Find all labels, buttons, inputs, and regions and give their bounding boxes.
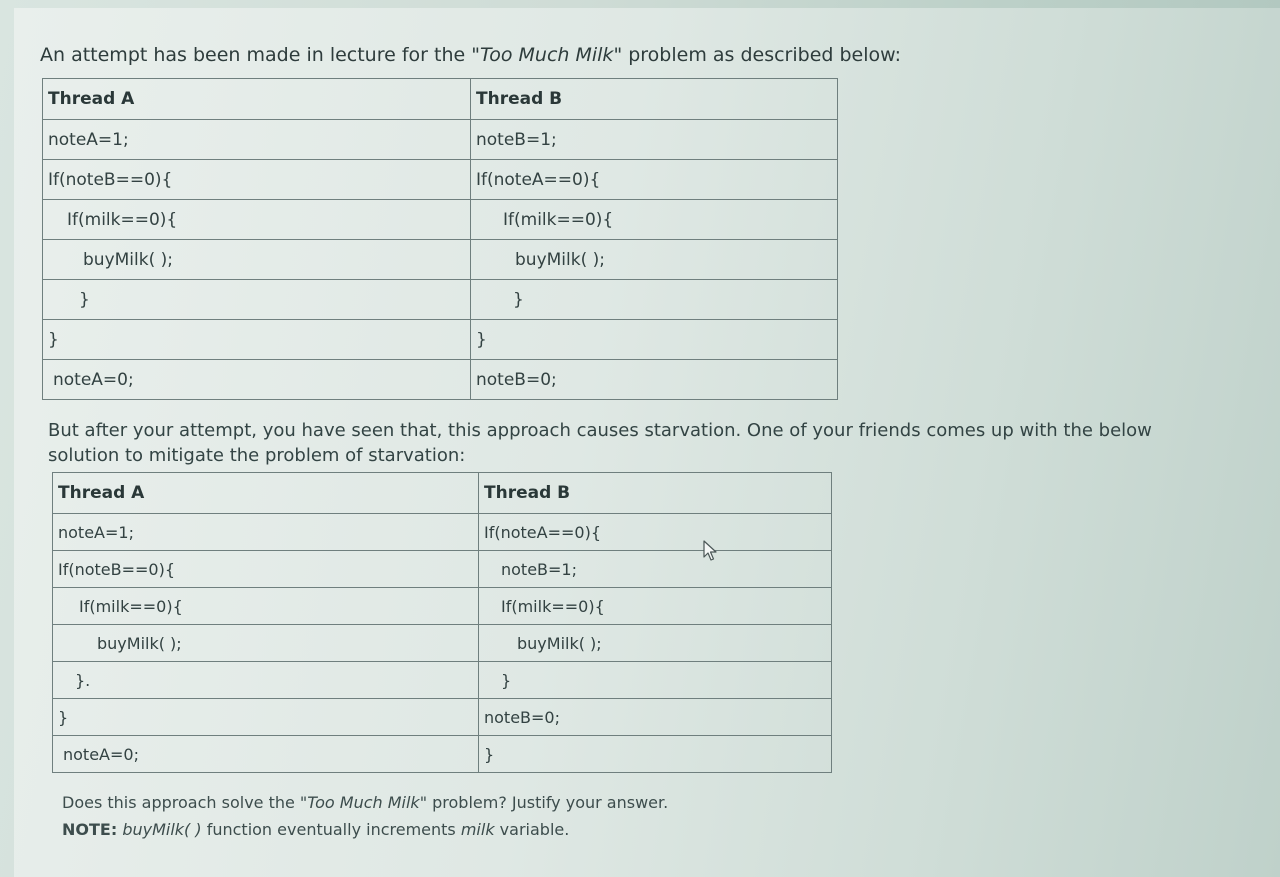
code-cell: If(milk==0){ <box>43 200 471 240</box>
thread-table-original <box>42 78 838 400</box>
thread-table-proposed <box>52 472 832 773</box>
code-cell: If(noteB==0){ <box>43 160 471 200</box>
table-row <box>43 120 838 160</box>
code-cell: noteB=1; <box>479 551 832 588</box>
code-cell: If(milk==0){ <box>53 588 479 625</box>
code-cell: } <box>43 320 471 360</box>
table-row <box>53 662 832 699</box>
code-cell: }. <box>53 662 479 699</box>
code-cell: If(noteB==0){ <box>53 551 479 588</box>
starvation-paragraph: But after your attempt, you have seen that, this approach causes starvation. One of your friends comes up with the below solution to mitigate the problem of starvation: <box>48 420 1152 466</box>
code-cell: If(milk==0){ <box>471 200 838 240</box>
note-line: NOTE: buyMilk( ) function eventually increments milk variable. <box>62 820 570 839</box>
code-cell: If(noteA==0){ <box>479 514 832 551</box>
thread-b-header: Thread B <box>479 473 832 514</box>
code-cell: noteA=1; <box>43 120 471 160</box>
thread-a-header: Thread A <box>53 473 479 514</box>
intro-text: An attempt has been made in lecture for the "Too Much Milk" problem as described below: <box>40 44 902 66</box>
code-cell: noteA=1; <box>53 514 479 551</box>
code-cell: } <box>43 280 471 320</box>
code-cell: } <box>471 320 838 360</box>
table-row <box>43 280 838 320</box>
code-cell: noteB=0; <box>471 360 838 400</box>
question-text <box>62 789 668 843</box>
code-cell: buyMilk( ); <box>479 625 832 662</box>
table-header-row <box>53 473 832 514</box>
code-cell: buyMilk( ); <box>471 240 838 280</box>
table-row <box>43 320 838 360</box>
code-cell: } <box>53 699 479 736</box>
table-row <box>43 160 838 200</box>
table-row <box>43 200 838 240</box>
thread-b-header: Thread B <box>471 79 838 120</box>
code-cell: buyMilk( ); <box>53 625 479 662</box>
code-cell: } <box>479 736 832 773</box>
question-line: Does this approach solve the "Too Much Milk" problem? Justify your answer. <box>62 793 669 812</box>
code-cell: noteB=0; <box>479 699 832 736</box>
code-cell: noteA=0; <box>53 736 479 773</box>
code-cell: } <box>479 662 832 699</box>
table-row <box>53 736 832 773</box>
table-row <box>53 625 832 662</box>
mouse-pointer-icon <box>702 540 718 562</box>
table-row <box>53 699 832 736</box>
table-header-row <box>43 79 838 120</box>
code-cell: buyMilk( ); <box>43 240 471 280</box>
code-cell: noteA=0; <box>43 360 471 400</box>
table-row <box>43 240 838 280</box>
code-cell: noteB=1; <box>471 120 838 160</box>
table-row <box>43 360 838 400</box>
code-cell: If(milk==0){ <box>479 588 832 625</box>
code-cell: If(noteA==0){ <box>471 160 838 200</box>
code-cell: } <box>471 280 838 320</box>
table-row <box>53 588 832 625</box>
thread-a-header: Thread A <box>43 79 471 120</box>
